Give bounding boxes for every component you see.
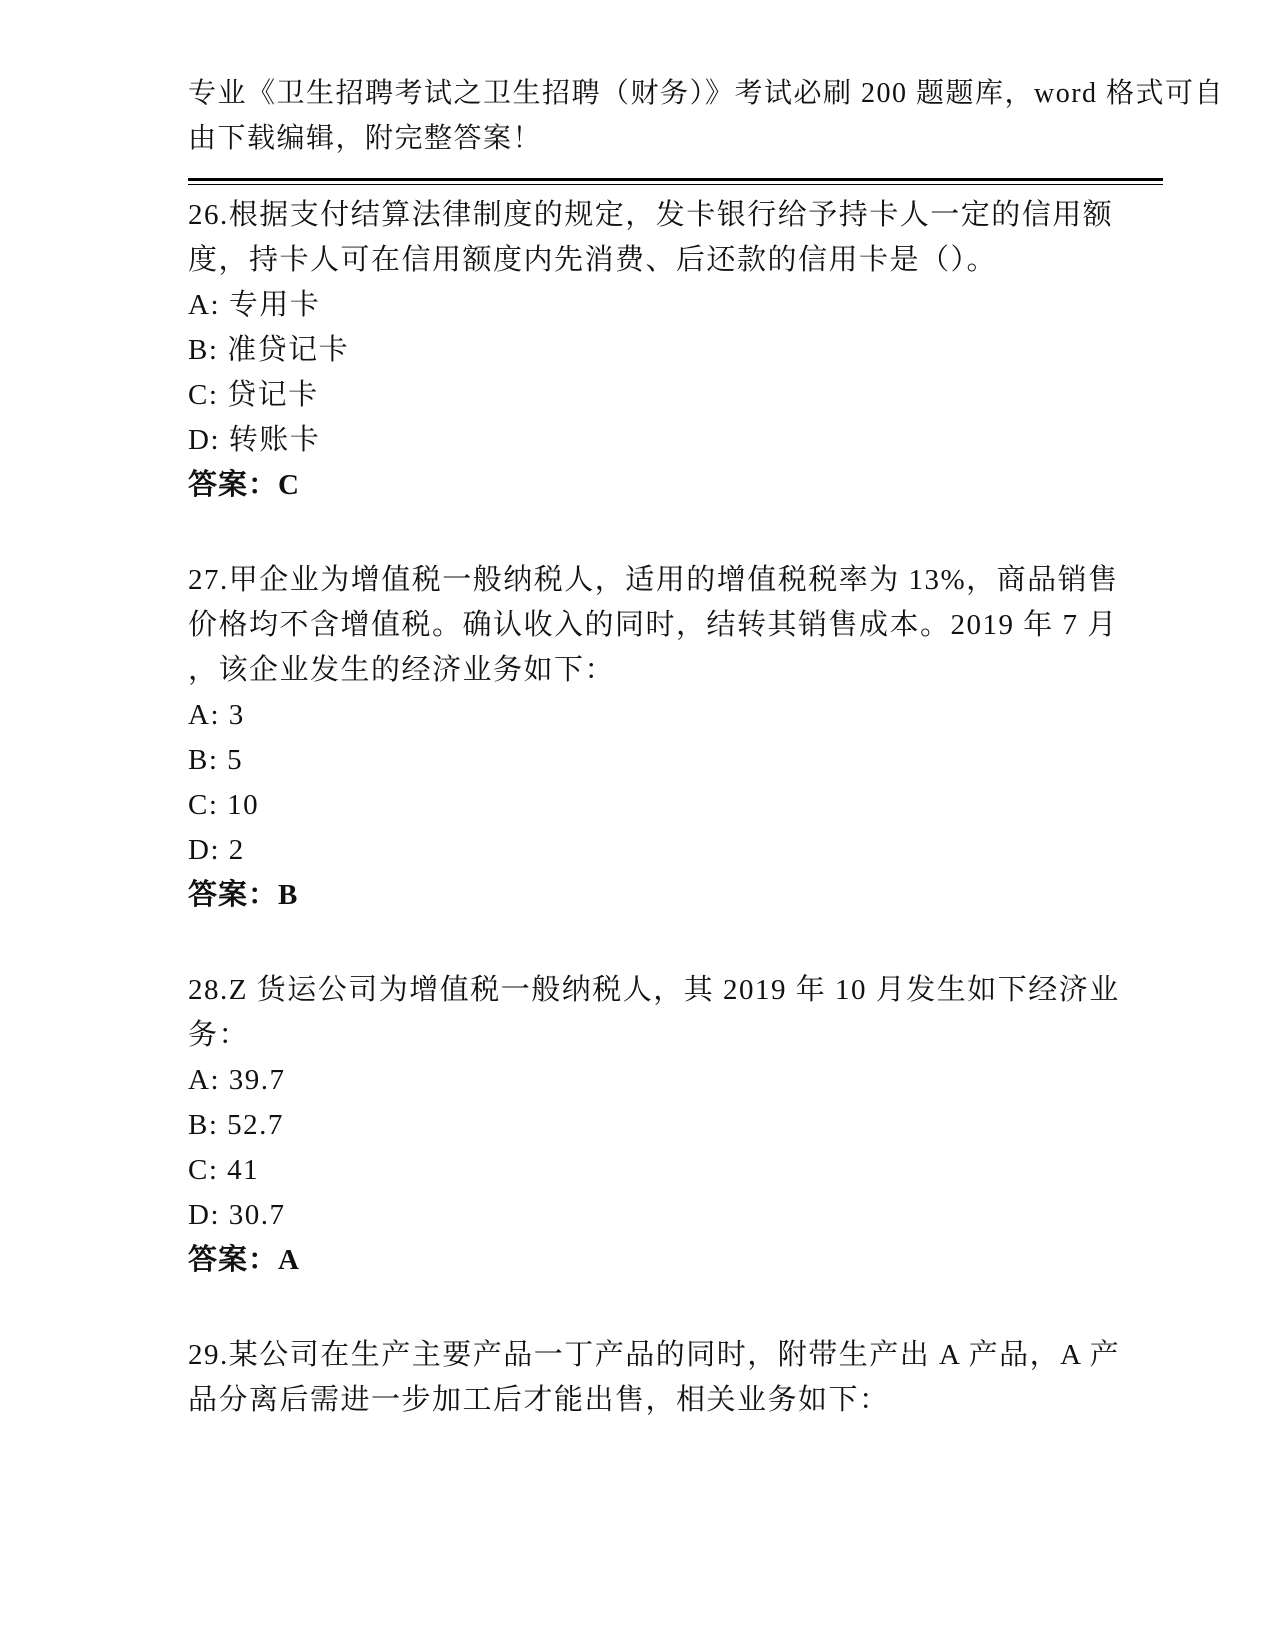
question-text-line: 26.根据支付结算法律制度的规定，发卡银行给予持卡人一定的信用额 [188, 199, 1114, 231]
option-line: D: 2 [188, 834, 245, 866]
question-text-line: 品分离后需进一步加工后才能出售，相关业务如下： [188, 1384, 890, 1416]
option-line: A: 3 [188, 699, 245, 731]
option-line: D: 转账卡 [188, 424, 321, 456]
answer-line: 答案：C [188, 469, 300, 501]
header-line: 由下载编辑，附完整答案！ [188, 123, 543, 154]
question-27 [188, 558, 1163, 918]
question-text-line: 28.Z 货运公司为增值税一般纳税人，其 2019 年 10 月发生如下经济业 [188, 974, 1120, 1006]
option-line: C: 10 [188, 789, 260, 821]
option-line: D: 30.7 [188, 1199, 286, 1231]
header-separator [188, 178, 1163, 185]
question-text-line: 价格均不含增值税。确认收入的同时，结转其销售成本。2019 年 7 月 [188, 609, 1118, 641]
questions-container [188, 193, 1163, 1423]
question-text-line: 度，持卡人可在信用额度内先消费、后还款的信用卡是（）。 [188, 244, 998, 276]
answer-line: 答案：B [188, 879, 299, 911]
question-text-line: 务： [188, 1019, 250, 1051]
question-text-line: 27.甲企业为增值税一般纳税人，适用的增值税税率为 13%，商品销售 [188, 564, 1119, 596]
option-line: A: 39.7 [188, 1064, 286, 1096]
option-line: C: 贷记卡 [188, 379, 319, 411]
option-line: B: 5 [188, 744, 244, 776]
question-text-line: ，该企业发生的经济业务如下： [188, 654, 616, 686]
option-line: B: 准贷记卡 [188, 334, 350, 366]
question-29 [188, 1333, 1163, 1423]
question-text-line: 29.某公司在生产主要产品一丁产品的同时，附带生产出 A 产品，A 产 [188, 1339, 1121, 1371]
option-line: A: 专用卡 [188, 289, 321, 321]
answer-line: 答案：A [188, 1244, 300, 1276]
option-line: B: 52.7 [188, 1109, 284, 1141]
header-line: 专业《卫生招聘考试之卫生招聘（财务）》考试必刷 200 题题库，word 格式可自 [188, 78, 1225, 109]
question-26 [188, 193, 1163, 508]
option-line: C: 41 [188, 1154, 260, 1186]
question-28 [188, 968, 1163, 1283]
document-header [188, 72, 1225, 162]
